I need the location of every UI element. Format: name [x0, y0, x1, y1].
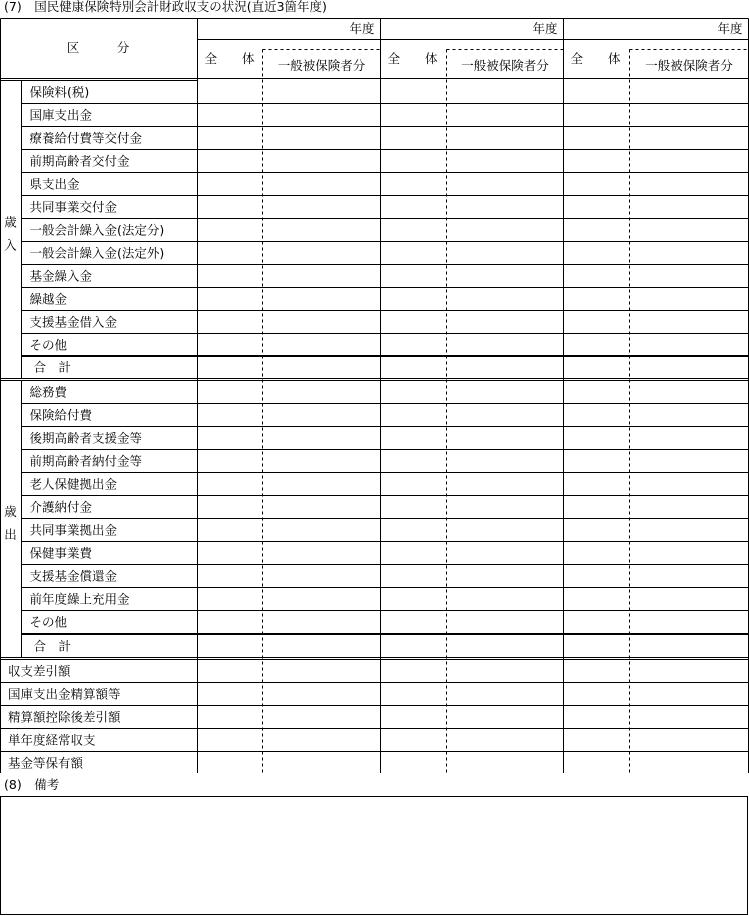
ippan-cell[interactable] — [447, 683, 564, 706]
expenditure-total-label: 合 計 — [33, 638, 72, 654]
ippan-cell[interactable] — [263, 473, 381, 496]
expenditure-item-label: 共同事業拠出金 — [29, 522, 118, 538]
ippan-cell[interactable] — [263, 104, 381, 127]
zentai-cell[interactable] — [381, 588, 447, 611]
zentai-cell[interactable] — [381, 196, 447, 219]
ippan-cell[interactable] — [263, 288, 381, 311]
ippan-cell[interactable] — [447, 219, 564, 242]
ippan-cell[interactable] — [263, 427, 381, 450]
zentai-cell[interactable] — [198, 265, 263, 288]
revenue-item-label: 繰越金 — [29, 291, 68, 307]
zentai-cell[interactable] — [198, 660, 263, 683]
revenue-item-label: 国庫支出金 — [29, 107, 93, 123]
zentai-cell[interactable] — [381, 265, 447, 288]
zentai-cell[interactable] — [564, 588, 630, 611]
ippan-cell[interactable] — [263, 660, 381, 683]
zentai-cell[interactable] — [198, 242, 263, 265]
ippan-cell[interactable] — [630, 565, 749, 588]
zentai-cell[interactable] — [198, 150, 263, 173]
ippan-cell[interactable] — [447, 81, 564, 104]
zentai-cell[interactable] — [564, 265, 630, 288]
zentai-cell[interactable] — [381, 542, 447, 565]
year-label: 年度 — [532, 21, 558, 36]
ippan-cell[interactable] — [630, 334, 749, 357]
zentai-cell[interactable] — [564, 706, 630, 729]
ippan-cell[interactable] — [630, 683, 749, 706]
ippan-cell[interactable] — [447, 173, 564, 196]
ippan-cell[interactable] — [630, 519, 749, 542]
zentai-cell[interactable] — [381, 635, 447, 658]
ippan-cell[interactable] — [447, 150, 564, 173]
ippan-cell[interactable] — [630, 127, 749, 150]
zentai-cell[interactable] — [564, 381, 630, 404]
zentai-cell[interactable] — [381, 242, 447, 265]
zentai-cell[interactable] — [198, 356, 263, 379]
ippan-cell[interactable] — [447, 729, 564, 752]
ippan-cell[interactable] — [263, 519, 381, 542]
ippan-cell[interactable] — [630, 219, 749, 242]
expenditure-group-label: 歳 — [4, 504, 17, 519]
ippan-cell[interactable] — [263, 404, 381, 427]
zentai-cell[interactable] — [564, 404, 630, 427]
revenue-item-label: 共同事業交付金 — [29, 199, 118, 215]
zentai-cell[interactable] — [564, 660, 630, 683]
ippan-cell[interactable] — [263, 127, 381, 150]
revenue-item-label: その他 — [29, 337, 68, 353]
revenue-item-label: 一般会計繰入金(法定分) — [29, 222, 165, 238]
zentai-cell[interactable] — [564, 473, 630, 496]
ippan-cell[interactable] — [447, 635, 564, 658]
summary-item-label: 基金等保有額 — [8, 755, 84, 771]
zentai-cell[interactable] — [381, 660, 447, 683]
ippan-cell[interactable] — [630, 542, 749, 565]
zentai-cell[interactable] — [381, 334, 447, 357]
ippan-cell[interactable] — [447, 496, 564, 519]
ippan-cell[interactable] — [263, 752, 381, 774]
zentai-cell[interactable] — [564, 288, 630, 311]
zentai-cell[interactable] — [198, 196, 263, 219]
revenue-item-label: 前期高齢者交付金 — [29, 153, 130, 169]
ippan-cell[interactable] — [263, 635, 381, 658]
ippan-cell[interactable] — [447, 660, 564, 683]
ippan-cell[interactable] — [630, 150, 749, 173]
kubun-header: 区 分 — [66, 40, 130, 55]
zentai-cell[interactable] — [198, 288, 263, 311]
zentai-cell[interactable] — [381, 611, 447, 634]
expenditure-group-label: 出 — [4, 527, 17, 542]
ippan-cell[interactable] — [630, 196, 749, 219]
ippan-cell[interactable] — [630, 473, 749, 496]
ippan-cell[interactable] — [447, 196, 564, 219]
ippan-cell[interactable] — [630, 427, 749, 450]
ippan-cell[interactable] — [447, 404, 564, 427]
summary-item-label: 単年度経常収支 — [8, 732, 96, 748]
notes-box[interactable] — [0, 796, 748, 915]
ippan-cell[interactable] — [263, 356, 381, 379]
ippan-cell[interactable] — [263, 588, 381, 611]
zentai-cell[interactable] — [198, 611, 263, 634]
ippan-cell[interactable] — [263, 542, 381, 565]
zentai-cell[interactable] — [198, 334, 263, 357]
revenue-item-label: 保険料(税) — [29, 84, 90, 100]
ippan-cell[interactable] — [447, 311, 564, 334]
ippan-cell[interactable] — [447, 427, 564, 450]
zentai-cell[interactable] — [564, 683, 630, 706]
ippan-cell[interactable] — [630, 588, 749, 611]
ippan-cell[interactable] — [630, 404, 749, 427]
zentai-cell[interactable] — [564, 729, 630, 752]
zentai-cell[interactable] — [564, 519, 630, 542]
summary-item-label: 精算額控除後差引額 — [8, 709, 121, 725]
zentai-cell[interactable] — [381, 473, 447, 496]
ippan-cell[interactable] — [630, 81, 749, 104]
zentai-cell[interactable] — [198, 404, 263, 427]
ippan-cell[interactable] — [447, 588, 564, 611]
ippan-cell[interactable] — [630, 311, 749, 334]
ippan-cell[interactable] — [447, 706, 564, 729]
expenditure-item-label: 後期高齢者支援金等 — [29, 430, 143, 446]
zentai-cell[interactable] — [381, 219, 447, 242]
zentai-cell[interactable] — [564, 81, 630, 104]
expenditure-item-label: その他 — [29, 614, 68, 630]
zentai-cell[interactable] — [564, 496, 630, 519]
zentai-cell[interactable] — [198, 706, 263, 729]
ippan-cell[interactable] — [263, 173, 381, 196]
expenditure-item-label: 保険給付費 — [29, 407, 93, 423]
zentai-cell[interactable] — [198, 173, 263, 196]
ippan-cell[interactable] — [263, 311, 381, 334]
zentai-cell[interactable] — [564, 150, 630, 173]
expenditure-item-label: 介護納付金 — [29, 499, 93, 515]
zentai-cell[interactable] — [381, 311, 447, 334]
zentai-cell[interactable] — [198, 542, 263, 565]
zentai-cell[interactable] — [381, 565, 447, 588]
zentai-cell[interactable] — [564, 427, 630, 450]
expenditure-item-label: 保健事業費 — [29, 545, 93, 561]
summary-item-label: 収支差引額 — [8, 663, 71, 679]
ippan-cell[interactable] — [263, 265, 381, 288]
ippan-cell[interactable] — [447, 334, 564, 357]
ippan-cell[interactable] — [447, 611, 564, 634]
ippan-cell[interactable] — [447, 450, 564, 473]
zentai-cell[interactable] — [198, 496, 263, 519]
ippan-cell[interactable] — [630, 611, 749, 634]
ippan-cell[interactable] — [447, 473, 564, 496]
zentai-cell[interactable] — [564, 635, 630, 658]
zentai-cell[interactable] — [381, 752, 447, 774]
zentai-cell[interactable] — [198, 565, 263, 588]
zentai-cell[interactable] — [564, 611, 630, 634]
zentai-cell[interactable] — [198, 81, 263, 104]
ippan-cell[interactable] — [263, 150, 381, 173]
zentai-cell[interactable] — [198, 683, 263, 706]
ippan-cell[interactable] — [630, 660, 749, 683]
ippan-cell[interactable] — [447, 542, 564, 565]
ippan-header: 一般被保険者分 — [461, 58, 549, 73]
zentai-cell[interactable] — [564, 104, 630, 127]
ippan-cell[interactable] — [263, 565, 381, 588]
zentai-cell[interactable] — [564, 242, 630, 265]
ippan-cell[interactable] — [447, 565, 564, 588]
ippan-cell[interactable] — [630, 265, 749, 288]
zentai-cell[interactable] — [564, 356, 630, 379]
zentai-cell[interactable] — [198, 473, 263, 496]
ippan-cell[interactable] — [630, 635, 749, 658]
zentai-cell[interactable] — [381, 683, 447, 706]
ippan-header: 一般被保険者分 — [277, 58, 366, 73]
ippan-cell[interactable] — [447, 752, 564, 774]
zentai-cell[interactable] — [198, 752, 263, 774]
zentai-cell[interactable] — [564, 219, 630, 242]
zentai-header: 全 体 — [570, 51, 621, 66]
zentai-cell[interactable] — [381, 104, 447, 127]
zentai-cell[interactable] — [198, 450, 263, 473]
zentai-cell[interactable] — [564, 196, 630, 219]
zentai-cell[interactable] — [381, 356, 447, 379]
ippan-cell[interactable] — [630, 450, 749, 473]
zentai-cell[interactable] — [198, 381, 263, 404]
zentai-header: 全 体 — [204, 51, 255, 66]
ippan-cell[interactable] — [630, 752, 749, 774]
revenue-item-label: 支援基金借入金 — [29, 314, 118, 330]
zentai-cell[interactable] — [381, 127, 447, 150]
expenditure-item-label: 支援基金償還金 — [29, 568, 118, 584]
zentai-cell[interactable] — [564, 334, 630, 357]
zentai-cell[interactable] — [198, 519, 263, 542]
zentai-cell[interactable] — [564, 542, 630, 565]
ippan-cell[interactable] — [263, 219, 381, 242]
zentai-cell[interactable] — [198, 311, 263, 334]
ippan-cell[interactable] — [447, 104, 564, 127]
zentai-cell[interactable] — [381, 427, 447, 450]
ippan-cell[interactable] — [447, 356, 564, 379]
zentai-cell[interactable] — [381, 450, 447, 473]
ippan-cell[interactable] — [263, 706, 381, 729]
zentai-cell[interactable] — [564, 311, 630, 334]
ippan-cell[interactable] — [263, 611, 381, 634]
expenditure-item-label: 総務費 — [29, 384, 68, 400]
zentai-cell[interactable] — [564, 565, 630, 588]
section-8-title: (8) 備考 — [4, 777, 60, 792]
zentai-cell[interactable] — [198, 104, 263, 127]
ippan-cell[interactable] — [630, 356, 749, 379]
zentai-cell[interactable] — [564, 752, 630, 774]
ippan-cell[interactable] — [263, 496, 381, 519]
zentai-cell[interactable] — [198, 127, 263, 150]
zentai-cell[interactable] — [564, 173, 630, 196]
zentai-header: 全 体 — [387, 51, 438, 66]
ippan-cell[interactable] — [263, 334, 381, 357]
finance-table — [0, 18, 749, 773]
ippan-cell[interactable] — [447, 242, 564, 265]
ippan-cell[interactable] — [263, 81, 381, 104]
zentai-cell[interactable] — [198, 729, 263, 752]
zentai-cell[interactable] — [381, 496, 447, 519]
ippan-cell[interactable] — [447, 288, 564, 311]
zentai-cell[interactable] — [381, 173, 447, 196]
ippan-cell[interactable] — [630, 173, 749, 196]
ippan-cell[interactable] — [630, 381, 749, 404]
ippan-cell[interactable] — [630, 104, 749, 127]
summary-item-label: 国庫支出金精算額等 — [8, 686, 121, 702]
zentai-cell[interactable] — [381, 381, 447, 404]
section-7-title: (7) 国民健康保険特別会計財政収支の状況(直近3箇年度) — [4, 0, 327, 14]
ippan-header: 一般被保険者分 — [645, 58, 733, 73]
zentai-cell[interactable] — [381, 404, 447, 427]
ippan-cell[interactable] — [263, 683, 381, 706]
revenue-item-label: 県支出金 — [29, 176, 80, 192]
zentai-cell[interactable] — [564, 450, 630, 473]
year-label: 年度 — [717, 21, 743, 36]
ippan-cell[interactable] — [263, 196, 381, 219]
ippan-cell[interactable] — [263, 729, 381, 752]
expenditure-item-label: 老人保健拠出金 — [29, 476, 118, 492]
zentai-cell[interactable] — [198, 588, 263, 611]
expenditure-item-label: 前期高齢者納付金等 — [29, 453, 143, 469]
zentai-cell[interactable] — [198, 219, 263, 242]
ippan-cell[interactable] — [263, 450, 381, 473]
ippan-cell[interactable] — [263, 242, 381, 265]
zentai-cell[interactable] — [381, 519, 447, 542]
revenue-total-label: 合 計 — [33, 359, 72, 375]
ippan-cell[interactable] — [447, 519, 564, 542]
revenue-group-label: 歳 — [4, 214, 17, 230]
revenue-item-label: 基金繰入金 — [29, 268, 93, 284]
revenue-item-label: 一般会計繰入金(法定外) — [29, 245, 165, 261]
zentai-cell[interactable] — [564, 127, 630, 150]
revenue-item-label: 療養給付費等交付金 — [29, 130, 143, 146]
revenue-group-label: 入 — [4, 237, 17, 253]
ippan-cell[interactable] — [447, 381, 564, 404]
expenditure-item-label: 前年度繰上充用金 — [29, 591, 130, 607]
zentai-cell[interactable] — [381, 150, 447, 173]
ippan-cell[interactable] — [447, 265, 564, 288]
zentai-cell[interactable] — [381, 288, 447, 311]
zentai-cell[interactable] — [381, 81, 447, 104]
ippan-cell[interactable] — [630, 706, 749, 729]
ippan-cell[interactable] — [630, 242, 749, 265]
ippan-cell[interactable] — [630, 496, 749, 519]
year-label: 年度 — [349, 21, 375, 36]
ippan-cell[interactable] — [630, 288, 749, 311]
ippan-cell[interactable] — [263, 381, 381, 404]
zentai-cell[interactable] — [381, 706, 447, 729]
zentai-cell[interactable] — [198, 427, 263, 450]
ippan-cell[interactable] — [630, 729, 749, 752]
ippan-cell[interactable] — [447, 127, 564, 150]
zentai-cell[interactable] — [381, 729, 447, 752]
zentai-cell[interactable] — [198, 635, 263, 658]
